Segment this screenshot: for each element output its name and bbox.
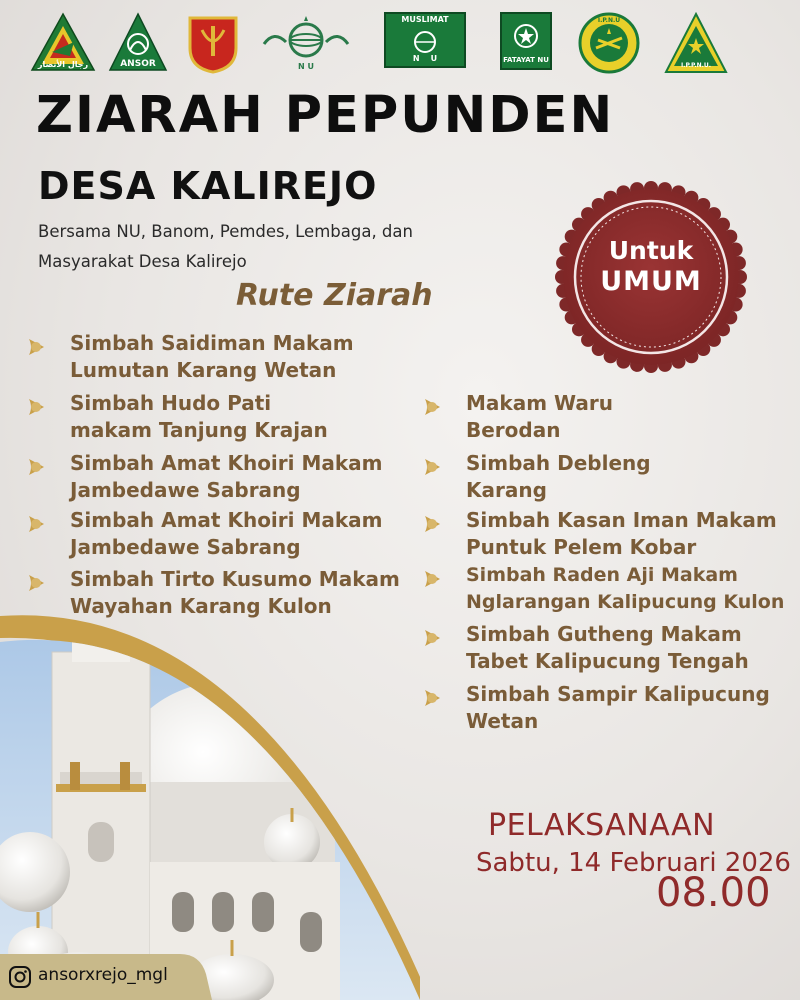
fatayat-caption: FATAYAT NU [503,56,549,64]
stamp-line-2: UMUM [600,266,702,297]
social-handle-text: ansorxrejo_mgl [38,965,168,985]
route-item-line-1: Simbah Hudo Pati [70,391,272,415]
description-line-2: Masyarakat Desa Kalirejo [38,252,247,271]
page-title: ZIARAH PEPUNDEN [36,86,615,145]
bullet-icon [26,456,48,478]
bullet-icon [26,513,48,535]
banser-caption: رجال الأنصار [37,60,89,69]
nu-caption: N U [298,62,314,71]
route-item-line-2: Jambedawe Sabrang [70,478,301,502]
social-handle-bar[interactable] [0,954,212,1000]
schedule-date: Sabtu, 14 Februari 2026 [476,848,791,878]
ansor-caption: ANSOR [120,59,156,69]
ansor-logo [108,12,168,74]
route-item-line-2: Wayahan Karang Kulon [70,594,332,618]
route-title: Rute Ziarah [236,278,433,313]
fatayat-logo [500,12,552,70]
page-subtitle: DESA KALIREJO [38,164,378,208]
stamp-line-1: Untuk [608,236,694,265]
route-item-line-1: Makam Waru [466,391,613,415]
route-item-line-1: Simbah Saidiman Makam [70,331,354,355]
banser-logo [30,12,96,74]
route-item-line-1: Simbah Debleng [466,451,651,475]
muslimat-caption: MUSLIMAT [401,15,449,24]
route-item-line-1: Simbah Tirto Kusumo Makam [70,567,400,591]
description-line-1: Bersama NU, Banom, Pemdes, Lembaga, dan [38,222,413,241]
bullet-icon [422,456,444,478]
ippnu-caption: I.P.P.N.U. [680,62,712,69]
route-item-line-1: Simbah Sampir Kalipucung [466,682,770,706]
route-item-line-2: Lumutan Karang Wetan [70,358,337,382]
bullet-icon [422,627,444,649]
route-item-line-2: makam Tanjung Krajan [70,418,328,442]
ipnu-logo [578,12,640,74]
ipnu-caption: I.P.N.U [597,17,621,24]
route-item-line-2: Tabet Kalipucung Tengah [466,649,749,673]
route-item-line-1: Simbah Amat Khoiri Makam [70,451,383,475]
ippnu-logo [664,12,728,74]
muslimat-caption-nu: N U [412,54,438,63]
organizers-description [38,217,478,277]
nu-logo [260,12,352,74]
bullet-icon [26,336,48,358]
muslimat-logo [384,12,466,68]
bullet-icon [422,687,444,709]
route-item-line-2: Puntuk Pelem Kobar [466,535,697,559]
route-item-line-1: Simbah Gutheng Makam [466,622,742,646]
route-item-line-2: Berodan [466,418,561,442]
mosque-illustration [0,612,420,1000]
route-item-line-1: Simbah Raden Aji Makam [466,564,738,586]
route-item-line-1: Simbah Amat Khoiri Makam [70,508,383,532]
pemda-logo [186,12,240,74]
route-item-line-2: Wetan [466,709,539,733]
bullet-icon [26,572,48,594]
logo-row [30,12,730,78]
bullet-icon [422,513,444,535]
route-item-line-2: Karang [466,478,547,502]
public-stamp [554,180,748,374]
bullet-icon [26,396,48,418]
bullet-icon [422,396,444,418]
route-item-line-2: Nglarangan Kalipucung Kulon [466,591,785,613]
bullet-icon [422,568,444,590]
route-item-line-1: Simbah Kasan Iman Makam [466,508,777,532]
route-item-line-2: Jambedawe Sabrang [70,535,301,559]
instagram-icon [8,965,32,989]
schedule-time: 08.00 [656,870,771,916]
schedule-label: PELAKSANAAN [488,808,716,843]
